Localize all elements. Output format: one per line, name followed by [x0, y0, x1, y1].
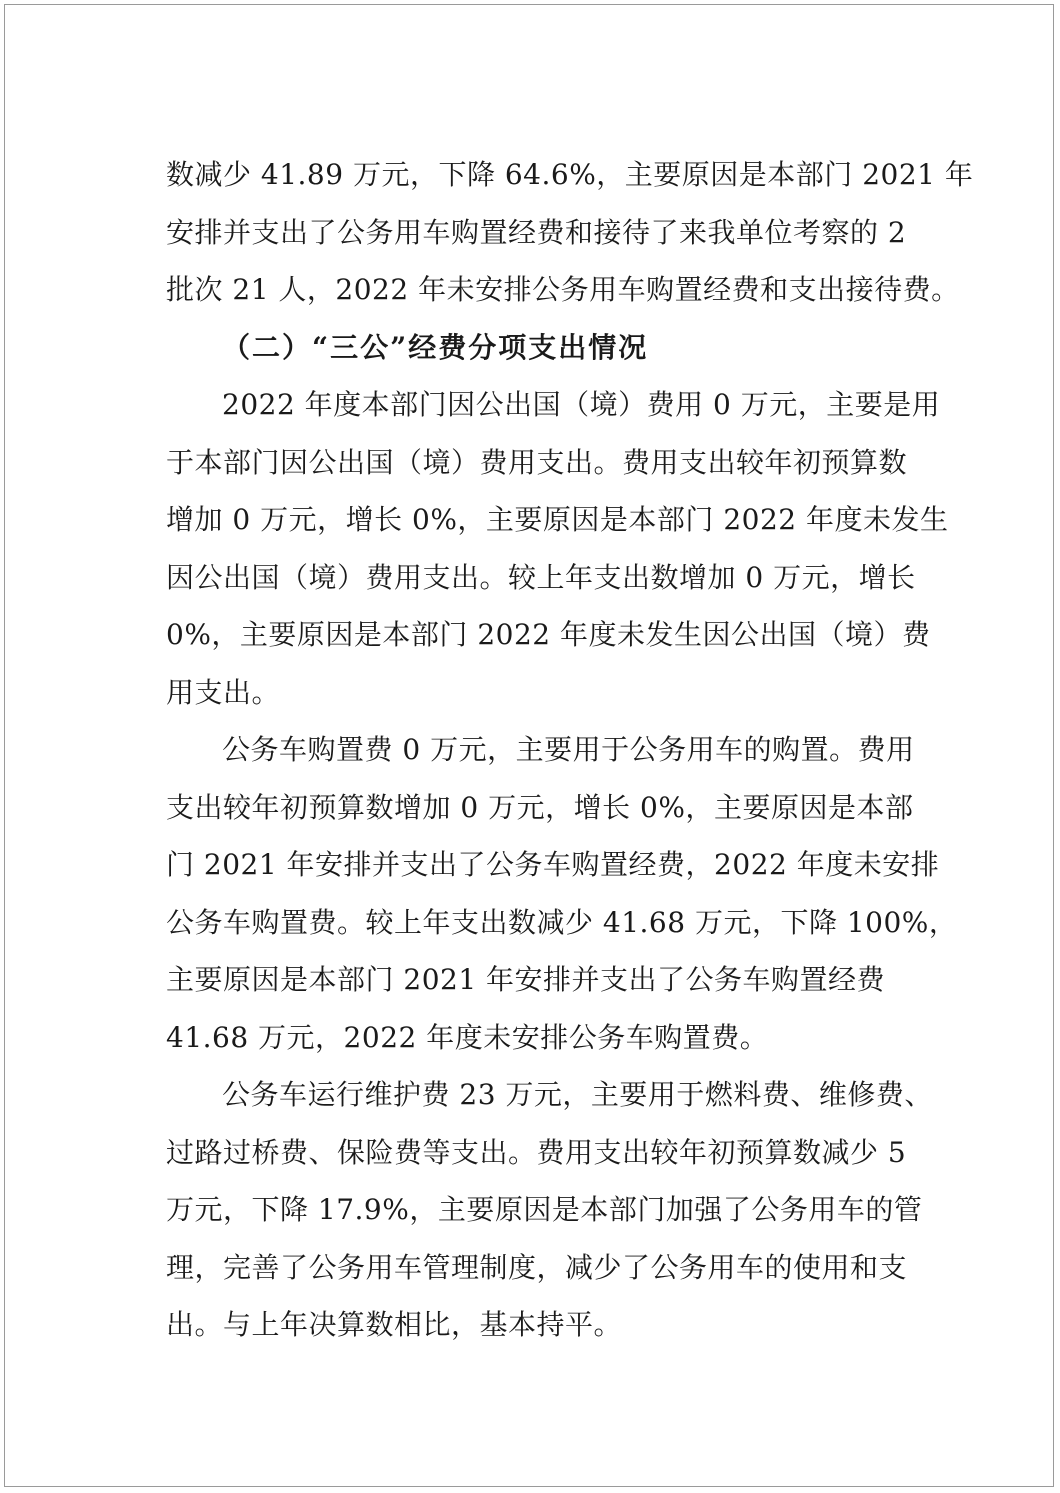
paragraph-line: 出。与上年决算数相比，基本持平。 — [166, 1308, 623, 1341]
paragraph-line: 门 2021 年安排并支出了公务车购置经费，2022 年度未安排 — [166, 848, 940, 881]
paragraph-line: 用支出。 — [166, 675, 281, 709]
paragraph-line: 41.68 万元，2022 年度未安排公务车购置费。 — [166, 1020, 769, 1054]
paragraph-line: 于本部门因公出国（境）费用支出。费用支出较年初预算数 — [166, 445, 908, 479]
paragraph-line: 过路过桥费、保险费等支出。费用支出较年初预算数减少 5 — [166, 1135, 907, 1169]
paragraph-line: 理，完善了公务用车管理制度，减少了公务用车的使用和支 — [166, 1250, 908, 1284]
paragraph-line: 增加 0 万元，增长 0%，主要原因是本部门 2022 年度未发生 — [166, 503, 949, 536]
paragraph-line: 公务车购置费 0 万元，主要用于公务用车的购置。费用 — [222, 733, 915, 766]
paragraph-line: 公务车运行维护费 23 万元，主要用于燃料费、维修费、 — [222, 1078, 933, 1111]
paragraph-line: 因公出国（境）费用支出。较上年支出数增加 0 万元，增长 — [166, 560, 916, 594]
paragraph-line: 支出较年初预算数增加 0 万元，增长 0%，主要原因是本部 — [166, 790, 914, 824]
paragraph-line: 公务车购置费。较上年支出数减少 41.68 万元，下降 100%， — [166, 905, 958, 939]
paragraph-line: 主要原因是本部门 2021 年安排并支出了公务车购置经费 — [166, 963, 886, 996]
paragraph-line: 批次 21 人，2022 年未安排公务用车购置经费和支出接待费。 — [166, 273, 960, 306]
paragraph-line: 万元，下降 17.9%，主要原因是本部门加强了公务用车的管 — [166, 1193, 923, 1226]
document-body — [166, 146, 974, 1354]
paragraph-line: 数减少 41.89 万元，下降 64.6%，主要原因是本部门 2021 年 — [166, 158, 974, 191]
paragraph-line: 安排并支出了公务用车购置经费和接待了来我单位考察的 2 — [166, 215, 907, 249]
section-heading: （二）“三公”经费分项支出情况 — [222, 330, 649, 364]
paragraph-line: 0%，主要原因是本部门 2022 年度未发生因公出国（境）费 — [166, 618, 931, 651]
paragraph-line: 2022 年度本部门因公出国（境）费用 0 万元，主要是用 — [222, 388, 941, 421]
